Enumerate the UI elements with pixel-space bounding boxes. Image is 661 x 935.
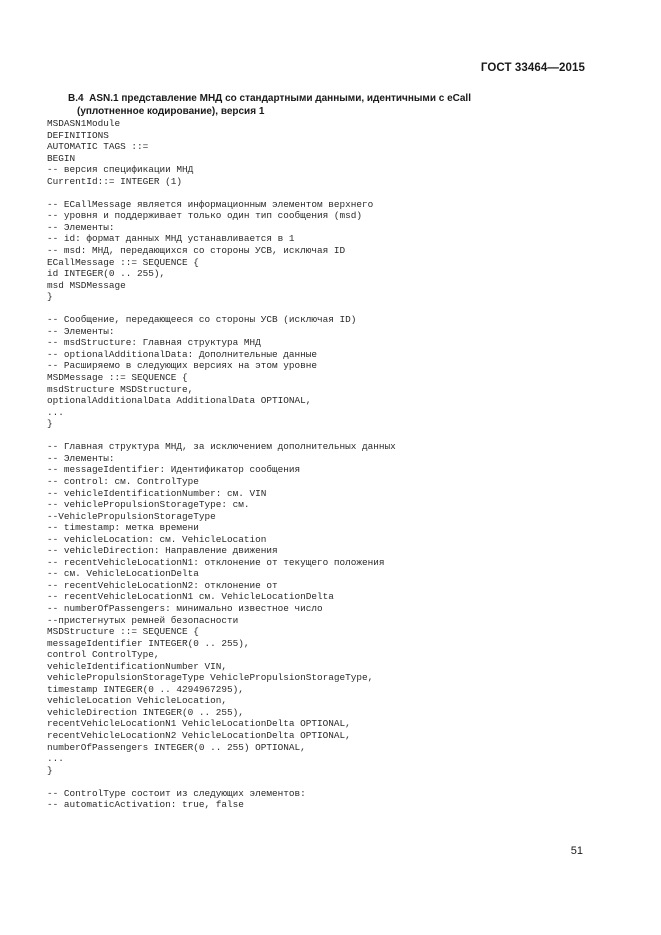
code-line: optionalAdditionalData AdditionalData OPTIONAL,	[47, 395, 312, 407]
section-heading-line-1: В.4 ASN.1 представление МНД со стандартными данными, идентичными с eCall	[68, 93, 471, 104]
code-line: recentVehicleLocationN2 VehicleLocationDelta OPTIONAL,	[47, 729, 351, 741]
code-line	[47, 430, 607, 442]
code-line: -- см. VehicleLocationDelta	[47, 568, 199, 580]
code-line: -- vehicleIdentificationNumber: см. VIN	[47, 487, 267, 499]
code-line: -- Расширяемо в следующих версиях на этом уровне	[47, 360, 318, 372]
code-line: -- timestamp: метка времени	[47, 522, 199, 534]
code-line: timestamp INTEGER(0 .. 4294967295),	[47, 683, 244, 695]
section-heading	[68, 93, 588, 118]
asn1-code-listing	[47, 118, 607, 811]
code-line: recentVehicleLocationN1 VehicleLocationDelta OPTIONAL,	[47, 718, 351, 730]
code-line: -- msd: МНД, передающихся со стороны УСВ, исключая ID	[47, 245, 346, 257]
code-line: vehicleIdentificationNumber VIN,	[47, 660, 228, 672]
code-line: -- messageIdentifier: Идентификатор сообщения	[47, 464, 301, 476]
code-line: -- Элементы:	[47, 325, 115, 337]
code-line: ECallMessage ::= SEQUENCE {	[47, 256, 199, 268]
code-line: -- recentVehicleLocationN1: отклонение от текущего положения	[47, 556, 385, 568]
code-line: BEGIN	[47, 152, 76, 164]
code-line: AUTOMATIC TAGS ::=	[47, 141, 149, 153]
code-line: -- recentVehicleLocationN1 см. VehicleLocationDelta	[47, 591, 334, 603]
code-line: -- msdStructure: Главная структура МНД	[47, 337, 261, 349]
code-line: msd MSDMessage	[47, 279, 126, 291]
code-line	[47, 303, 607, 315]
code-line: -- id: формат данных МНД устанавливается в 1	[47, 233, 295, 245]
code-line: -- vehicleDirection: Направление движения	[47, 545, 278, 557]
code-line: MSDStructure ::= SEQUENCE {	[47, 626, 199, 638]
code-line: -- версия спецификации МНД	[47, 164, 194, 176]
code-line: -- Элементы:	[47, 221, 115, 233]
code-line: ...	[47, 753, 64, 765]
code-line	[47, 187, 607, 199]
code-line: -- Главная структура МНД, за исключением дополнительных данных	[47, 441, 396, 453]
code-line: -- vehiclePropulsionStorageType: см.	[47, 499, 250, 511]
page-number: 51	[570, 845, 583, 857]
code-line: }	[47, 291, 53, 303]
code-line: vehicleLocation VehicleLocation,	[47, 695, 228, 707]
code-line: -- Сообщение, передающееся со стороны УСВ (исключая ID)	[47, 314, 357, 326]
code-line: -- recentVehicleLocationN2: отклонение от	[47, 579, 278, 591]
code-line: CurrentId::= INTEGER (1)	[47, 175, 183, 187]
code-line: vehicleDirection INTEGER(0 .. 255),	[47, 706, 244, 718]
code-line: --VehiclePropulsionStorageType	[47, 510, 216, 522]
code-line: }	[47, 764, 53, 776]
code-line: -- ControlType состоит из следующих элементов:	[47, 787, 306, 799]
code-line	[47, 776, 607, 788]
code-line: -- automaticActivation: true, false	[47, 799, 244, 811]
standard-designation: ГОСТ 33464—2015	[480, 62, 585, 74]
code-line: id INTEGER(0 .. 255),	[47, 268, 166, 280]
code-line: }	[47, 418, 53, 430]
code-line: DEFINITIONS	[47, 129, 109, 141]
code-line: -- numberOfPassengers: минимально известное число	[47, 602, 323, 614]
code-line: MSDASN1Module	[47, 118, 121, 129]
code-line: vehiclePropulsionStorageType VehiclePropulsionStorageType,	[47, 672, 374, 684]
code-line: --пристегнутых ремней безопасности	[47, 614, 239, 626]
code-line: ...	[47, 406, 64, 418]
code-line: -- уровня и поддерживает только один тип сообщения (msd)	[47, 210, 363, 222]
code-line: messageIdentifier INTEGER(0 .. 255),	[47, 637, 250, 649]
section-heading-line-2: (уплотненное кодирование), версия 1	[77, 105, 265, 117]
code-line: numberOfPassengers INTEGER(0 .. 255) OPTIONAL,	[47, 741, 306, 753]
code-line: -- optionalAdditionalData: Дополнительные данные	[47, 348, 318, 360]
code-line: MSDMessage ::= SEQUENCE {	[47, 372, 188, 384]
code-line: msdStructure MSDStructure,	[47, 383, 194, 395]
code-line: -- ECallMessage является информационным элементом верхнего	[47, 198, 374, 210]
code-line: -- control: см. ControlType	[47, 475, 199, 487]
code-line: -- vehicleLocation: см. VehicleLocation	[47, 533, 267, 545]
code-line: -- Элементы:	[47, 452, 115, 464]
code-line: control ControlType,	[47, 649, 160, 661]
